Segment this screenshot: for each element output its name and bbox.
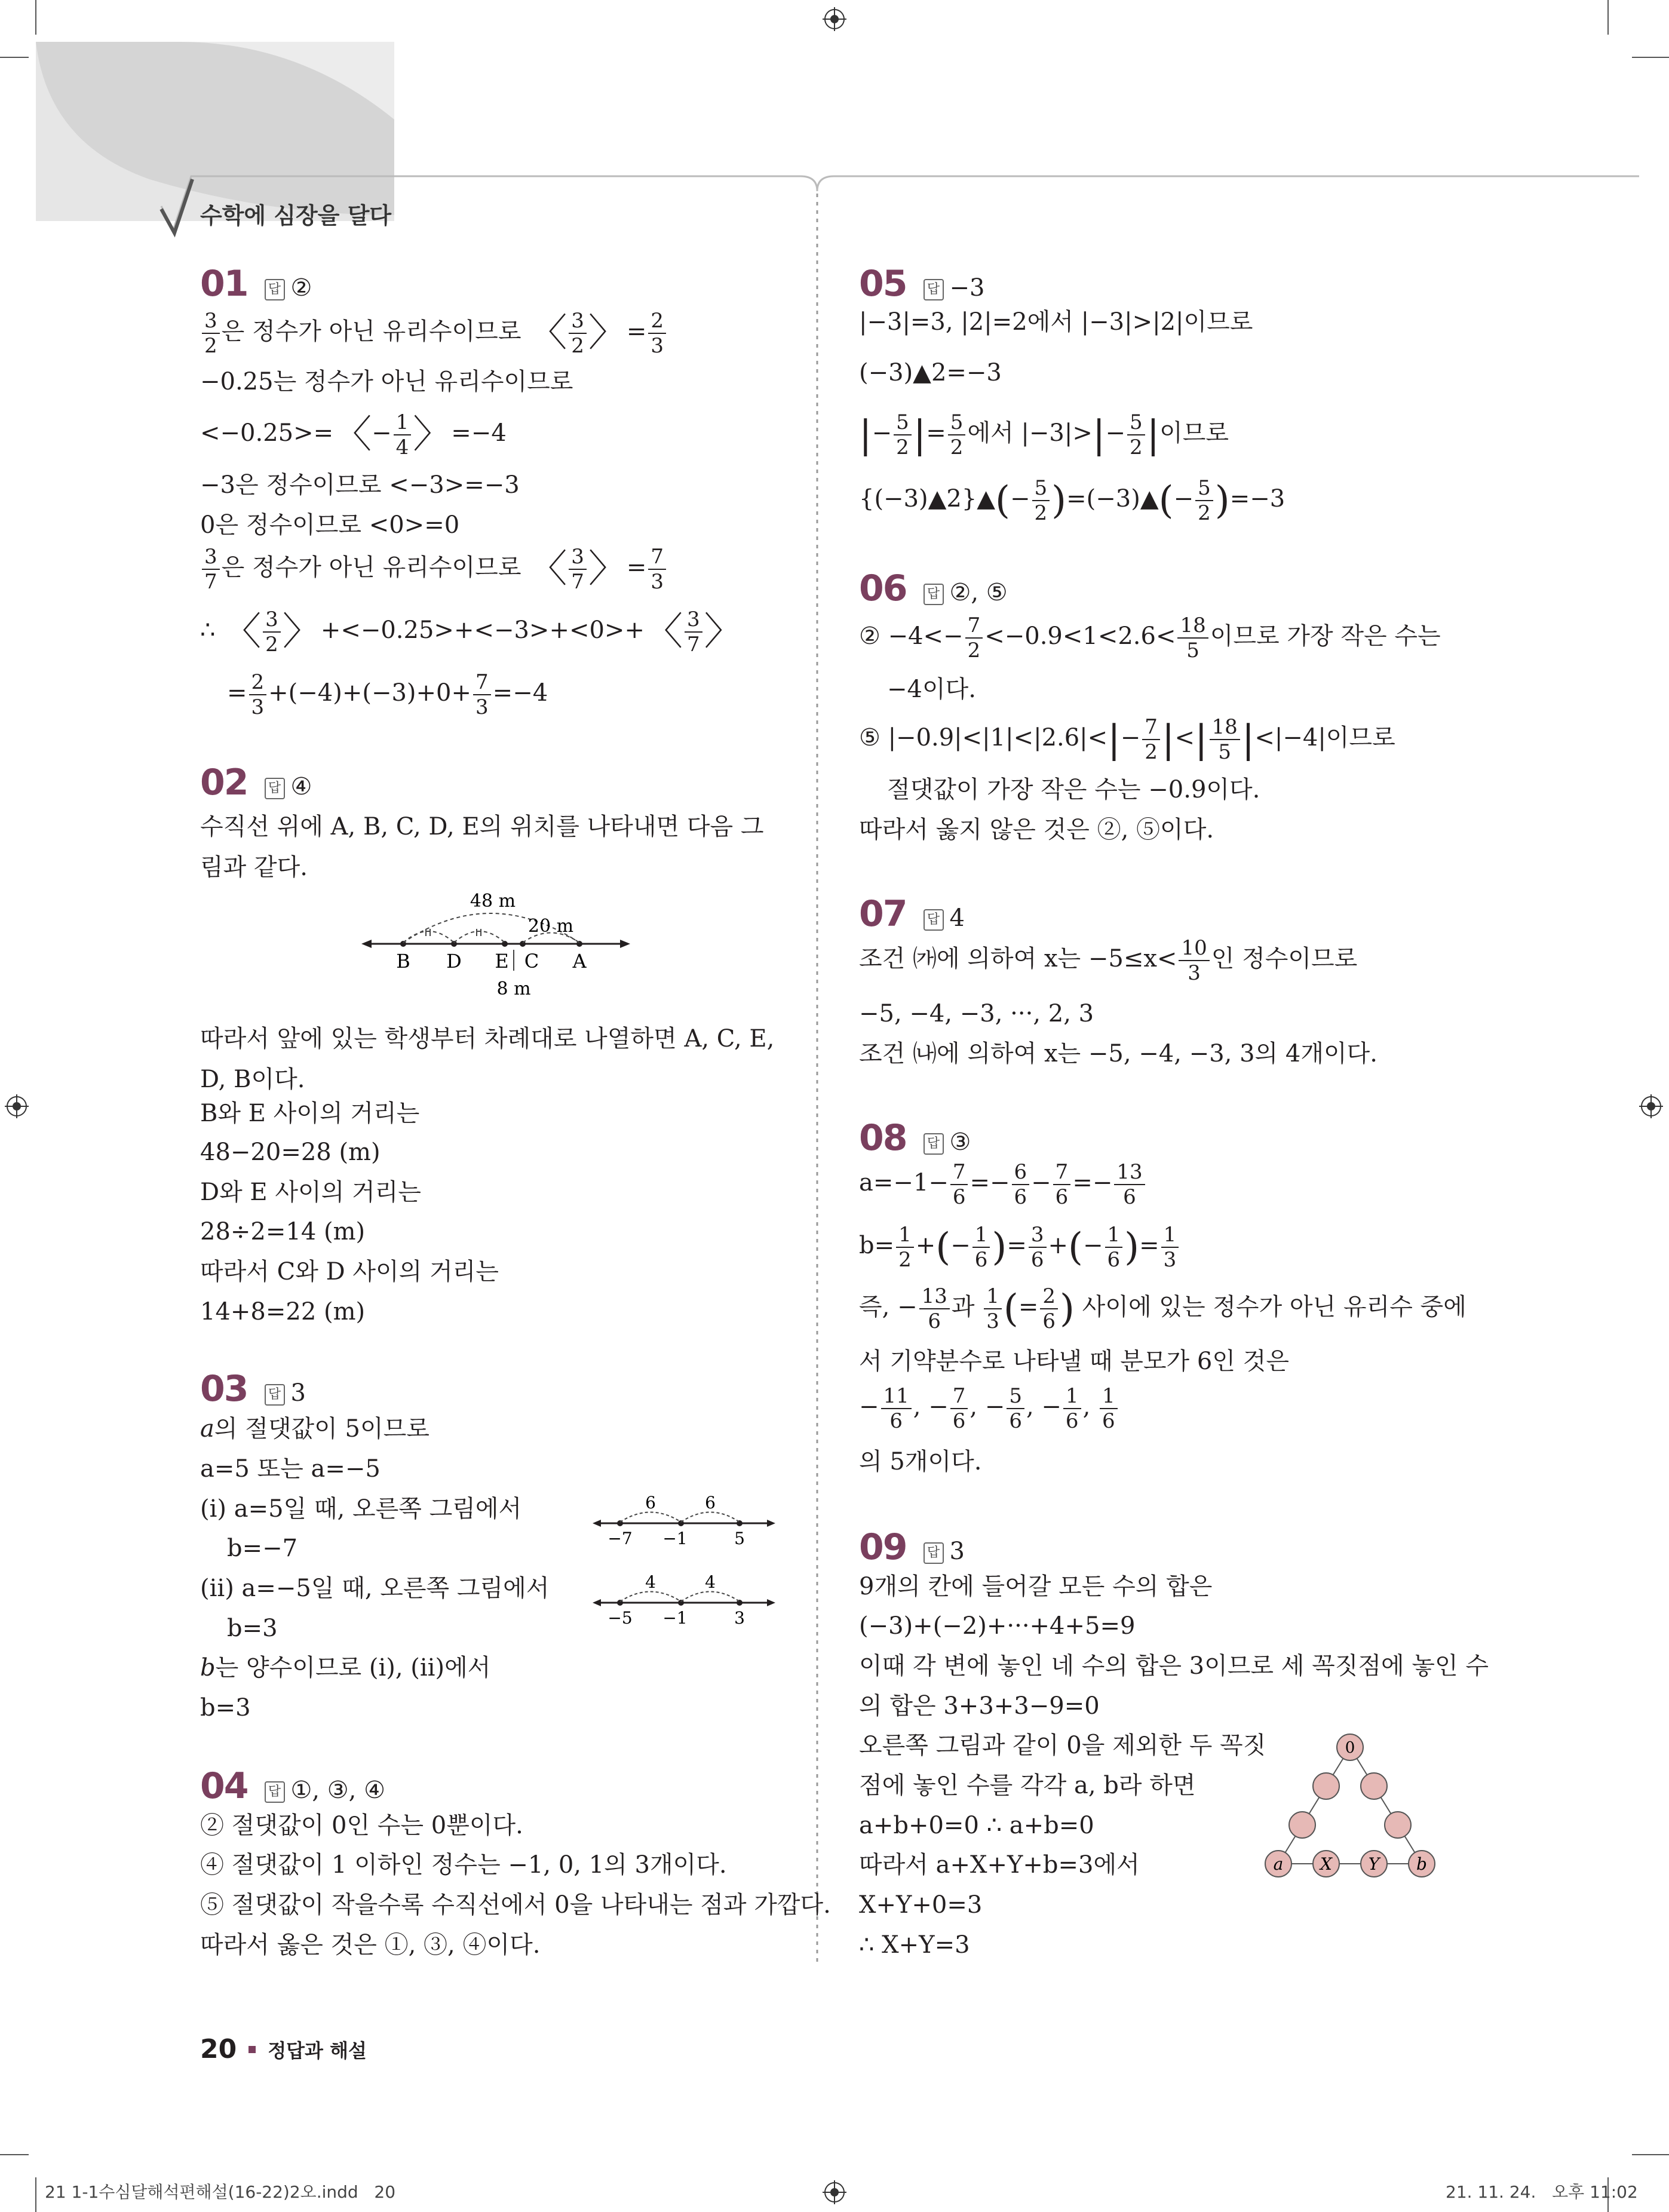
fig-point: A: [572, 950, 587, 972]
answer-value: −3: [949, 274, 985, 302]
problem-05-header: [859, 263, 984, 305]
svg-text:6: 6: [645, 1493, 656, 1512]
p02-line3: B와 E 사이의 거리는: [200, 1100, 420, 1127]
p06-line5: 따라서 옳지 않은 것은 ②, ⑤이다.: [859, 816, 1214, 843]
answer-icon: 답: [924, 279, 944, 300]
p07-line2: −5, −4, −3, ···, 2, 3: [859, 1000, 1094, 1027]
p01-line8: = $\frac{2}{3}$ +(−4)+(−3)+0+ $\frac{7}{3}$ =−4: [227, 670, 548, 719]
problem-number: 08: [859, 1117, 907, 1159]
p01-line7: ∴ 〈 $\frac{3}{2}$ 〉+<−0.25>+<−3>+<0>+〈 $\frac{3}{7}$ 〉: [200, 608, 743, 656]
p02-line8: 14+8=22 (m): [200, 1298, 366, 1326]
problem-07-header: [859, 893, 965, 935]
svg-text:−1: −1: [662, 1608, 688, 1627]
p04-line4: 따라서 옳은 것은 ①, ③, ④이다.: [200, 1931, 541, 1959]
p09-line2: (−3)+(−2)+···+4+5=9: [859, 1612, 1136, 1640]
p09-line5: 오른쪽 그림과 같이 0을 제외한 두 꼭짓: [859, 1732, 1266, 1759]
problem-number: 03: [200, 1368, 248, 1410]
p01-line1: $\frac{3}{2}$ 은 정수가 아닌 유리수이므로 〈 $\frac{3}{2}$ 〉= $\frac{2}{3}$: [200, 311, 668, 356]
page-number: 20: [200, 2034, 237, 2064]
answer-value: 3: [949, 1538, 965, 1565]
problem-number: 05: [859, 263, 907, 305]
p09-line8: 따라서 a+X+Y+b=3에서: [859, 1851, 1140, 1879]
answer-icon: 답: [265, 1384, 285, 1406]
fraction: $\frac{3}{2}$: [202, 311, 220, 356]
p06-line1: ② −4<− $\frac{7}{2}$ <−0.9<1<2.6< $\frac{18}{5}$ 이므로 가장 작은 수는: [859, 613, 1441, 662]
answer-icon: 답: [924, 909, 944, 931]
p01-line6: $\frac{3}{7}$ 은 정수가 아닌 유리수이므로 〈 $\frac{3}{7}$ 〉= $\frac{7}{3}$: [200, 547, 668, 592]
svg-text:4: 4: [705, 1573, 716, 1592]
logo-text: 수학에 심장을 달다: [200, 203, 392, 229]
page-footer: [200, 2034, 367, 2064]
p02-line5: D와 E 사이의 거리는: [200, 1179, 421, 1206]
p07-line1: 조건 ㈎에 의하여 x는 −5≤x< $\frac{10}{3}$ 인 정수이므로: [859, 936, 1358, 985]
p06-line3: ⑤ |−0.9|<|1|<|2.6|<|− $\frac{7}{2}$ |<| $\frac{18}{5}$ |<|−4|이므로: [859, 715, 1395, 764]
answer-icon: 답: [924, 1542, 944, 1564]
fig-label-mid: 20 m: [527, 916, 574, 937]
p08-line6: 의 5개이다.: [859, 1448, 982, 1475]
problem-number: 02: [200, 762, 248, 803]
p05-line4: {(−3)▲2}▲(− $\frac{5}{2}$ )=(−3)▲(− $\frac{5}{2}$ )=−3: [859, 476, 1286, 525]
p09-line3: 이때 각 변에 놓인 네 수의 합은 3이므로 세 꼭짓점에 놓인 수: [859, 1652, 1489, 1680]
bullet-icon: [248, 2046, 256, 2053]
fig-point: C: [524, 950, 539, 972]
answer-icon: 답: [265, 778, 285, 799]
answer-value: ①, ③, ④: [290, 1777, 385, 1804]
p08-line2: b= $\frac{1}{2}$ +(− $\frac{1}{6}$ )= $\frac{3}{6}$ +(− $\frac{1}{6}$ )= $\frac{1}{3}$: [859, 1225, 1180, 1270]
p09-line7: a+b+0=0 ∴ a+b=0: [859, 1812, 1094, 1839]
p01-line5: 0은 정수이므로 <0>=0: [200, 511, 460, 539]
p08-line1: a=−1− $\frac{7}{6}$ =− $\frac{6}{6}$ − $\frac{7}{6}$ =− $\frac{13}{6}$: [859, 1162, 1147, 1207]
p03-line8: b=3: [200, 1694, 251, 1722]
answer-icon: 답: [924, 1133, 944, 1155]
fig-point: D: [446, 950, 462, 972]
node-y: Y: [1368, 1854, 1380, 1874]
file-info: 21 1-1수심달해석편해설(16-22)2오.indd 20: [45, 2182, 396, 2202]
page-label: 정답과 해설: [268, 2039, 367, 2062]
p09-line10: ∴ X+Y=3: [859, 1931, 970, 1959]
p01-line3: <−0.25>=〈− $\frac{1}{4}$ 〉=−4: [200, 410, 507, 459]
p02-line6: 28÷2=14 (m): [200, 1218, 366, 1245]
p03-line5: (ⅱ) a=−5일 때, 오른쪽 그림에서: [200, 1575, 550, 1602]
p01-line4: −3은 정수이므로 <−3>=−3: [200, 471, 520, 499]
triangle-figure-09: [1260, 1729, 1440, 1885]
svg-text:−1: −1: [662, 1529, 688, 1547]
p05-line2: (−3)▲2=−3: [859, 359, 1002, 386]
p03-line2: a=5 또는 a=−5: [200, 1455, 381, 1483]
problem-02-header: [200, 762, 312, 803]
number-line-figure-02: [358, 890, 633, 1004]
fig-label-bottom: 8 m: [496, 978, 531, 999]
p02-line1: 수직선 위에 A, B, C, D, E의 위치를 나타내면 다음 그림과 같다.: [200, 813, 764, 881]
number-line-figure-03a: [591, 1493, 777, 1547]
node-b: b: [1416, 1854, 1427, 1874]
p03-line4: b=−7: [227, 1535, 298, 1562]
node-a: a: [1273, 1854, 1284, 1874]
problem-09-header: [859, 1526, 965, 1568]
p04-line2: ④ 절댓값이 1 이하인 정수는 −1, 0, 1의 3개이다.: [200, 1851, 727, 1879]
timestamp: 21. 11. 24. 오후 11:02: [1446, 2182, 1638, 2202]
p03-line3: (ⅰ) a=5일 때, 오른쪽 그림에서: [200, 1495, 522, 1523]
p03-line7: b는 양수이므로 (ⅰ), (ⅱ)에서: [200, 1654, 491, 1682]
answer-value: ④: [290, 773, 312, 800]
p02-line2: 따라서 앞에 있는 학생부터 차례대로 나열하면 A, C, E, D, B이다.: [200, 1025, 775, 1093]
problem-04-header: [200, 1765, 385, 1807]
svg-text:6: 6: [705, 1493, 716, 1512]
svg-text:4: 4: [645, 1573, 656, 1592]
p03-line1: a의 절댓값이 5이므로: [200, 1415, 429, 1443]
p09-line9: X+Y+0=3: [859, 1891, 983, 1919]
p09-line4: 의 합은 3+3+3−9=0: [859, 1692, 1100, 1720]
p08-line3: 즉, − $\frac{13}{6}$ 과 $\frac{1}{3}$ (= $\frac{2}{6}$ ) 사이에 있는 정수가 아닌 유리수 중에: [859, 1284, 1466, 1333]
problem-03-header: [200, 1368, 306, 1410]
answer-value: ②: [290, 274, 312, 302]
p07-line3: 조건 ㈏에 의하여 x는 −5, −4, −3, 3의 4개이다.: [859, 1040, 1377, 1067]
node-x: X: [1320, 1854, 1332, 1874]
answer-icon: 답: [265, 279, 285, 300]
svg-text:−7: −7: [608, 1529, 633, 1547]
fig-point: E: [495, 950, 509, 972]
p05-line1: |−3|=3, |2|=2에서 |−3|>|2|이므로: [859, 308, 1253, 336]
svg-text:−5: −5: [608, 1608, 633, 1627]
answer-value: ②, ⑤: [949, 579, 1008, 606]
p09-line1: 9개의 칸에 들어갈 모든 수의 합은: [859, 1573, 1213, 1600]
problem-number: 07: [859, 893, 907, 935]
p09-line6: 점에 놓인 수를 각각 a, b라 하면: [859, 1772, 1196, 1799]
fig-point: B: [396, 950, 410, 972]
problem-number: 04: [200, 1765, 248, 1807]
node-top: 0: [1345, 1739, 1355, 1757]
answer-value: ③: [949, 1128, 971, 1156]
p01-line2: −0.25는 정수가 아닌 유리수이므로: [200, 368, 573, 395]
answer-icon: 답: [924, 584, 944, 605]
p04-line1: ② 절댓값이 0인 수는 0뿐이다.: [200, 1812, 523, 1839]
fig-label-top: 48 m: [470, 891, 516, 912]
answer-value: 4: [949, 904, 965, 932]
p05-line3: |− $\frac{5}{2}$ |= $\frac{5}{2}$ 에서 |−3|>|− $\frac{5}{2}$ |이므로: [859, 410, 1229, 459]
svg-text:5: 5: [734, 1529, 745, 1547]
answer-value: 3: [290, 1379, 306, 1407]
p08-line5: − $\frac{11}{6}$ , − $\frac{7}{6}$ , − $\frac{5}{6}$ , − $\frac{1}{6}$ , $\frac{1}{6}$: [859, 1386, 1119, 1431]
problem-08-header: [859, 1117, 971, 1159]
p08-line4: 서 기약분수로 나타낼 때 분모가 6인 것은: [859, 1348, 1289, 1375]
problem-number: 06: [859, 567, 907, 609]
p02-line7: 따라서 C와 D 사이의 거리는: [200, 1258, 499, 1286]
problem-number: 09: [859, 1526, 907, 1568]
problem-06-header: [859, 567, 1008, 609]
p02-line4: 48−20=28 (m): [200, 1139, 381, 1166]
problem-number: 01: [200, 263, 248, 305]
p06-line2: −4이다.: [887, 676, 976, 703]
p04-line3: ⑤ 절댓값이 작을수록 수직선에서 0을 나타내는 점과 가깝다.: [200, 1891, 831, 1919]
number-line-figure-03b: [591, 1573, 777, 1627]
p06-line4: 절댓값이 가장 작은 수는 −0.9이다.: [887, 776, 1260, 803]
problem-01-header: [200, 263, 312, 305]
svg-text:3: 3: [734, 1608, 745, 1627]
p03-line6: b=3: [227, 1615, 278, 1642]
answer-icon: 답: [265, 1781, 285, 1803]
